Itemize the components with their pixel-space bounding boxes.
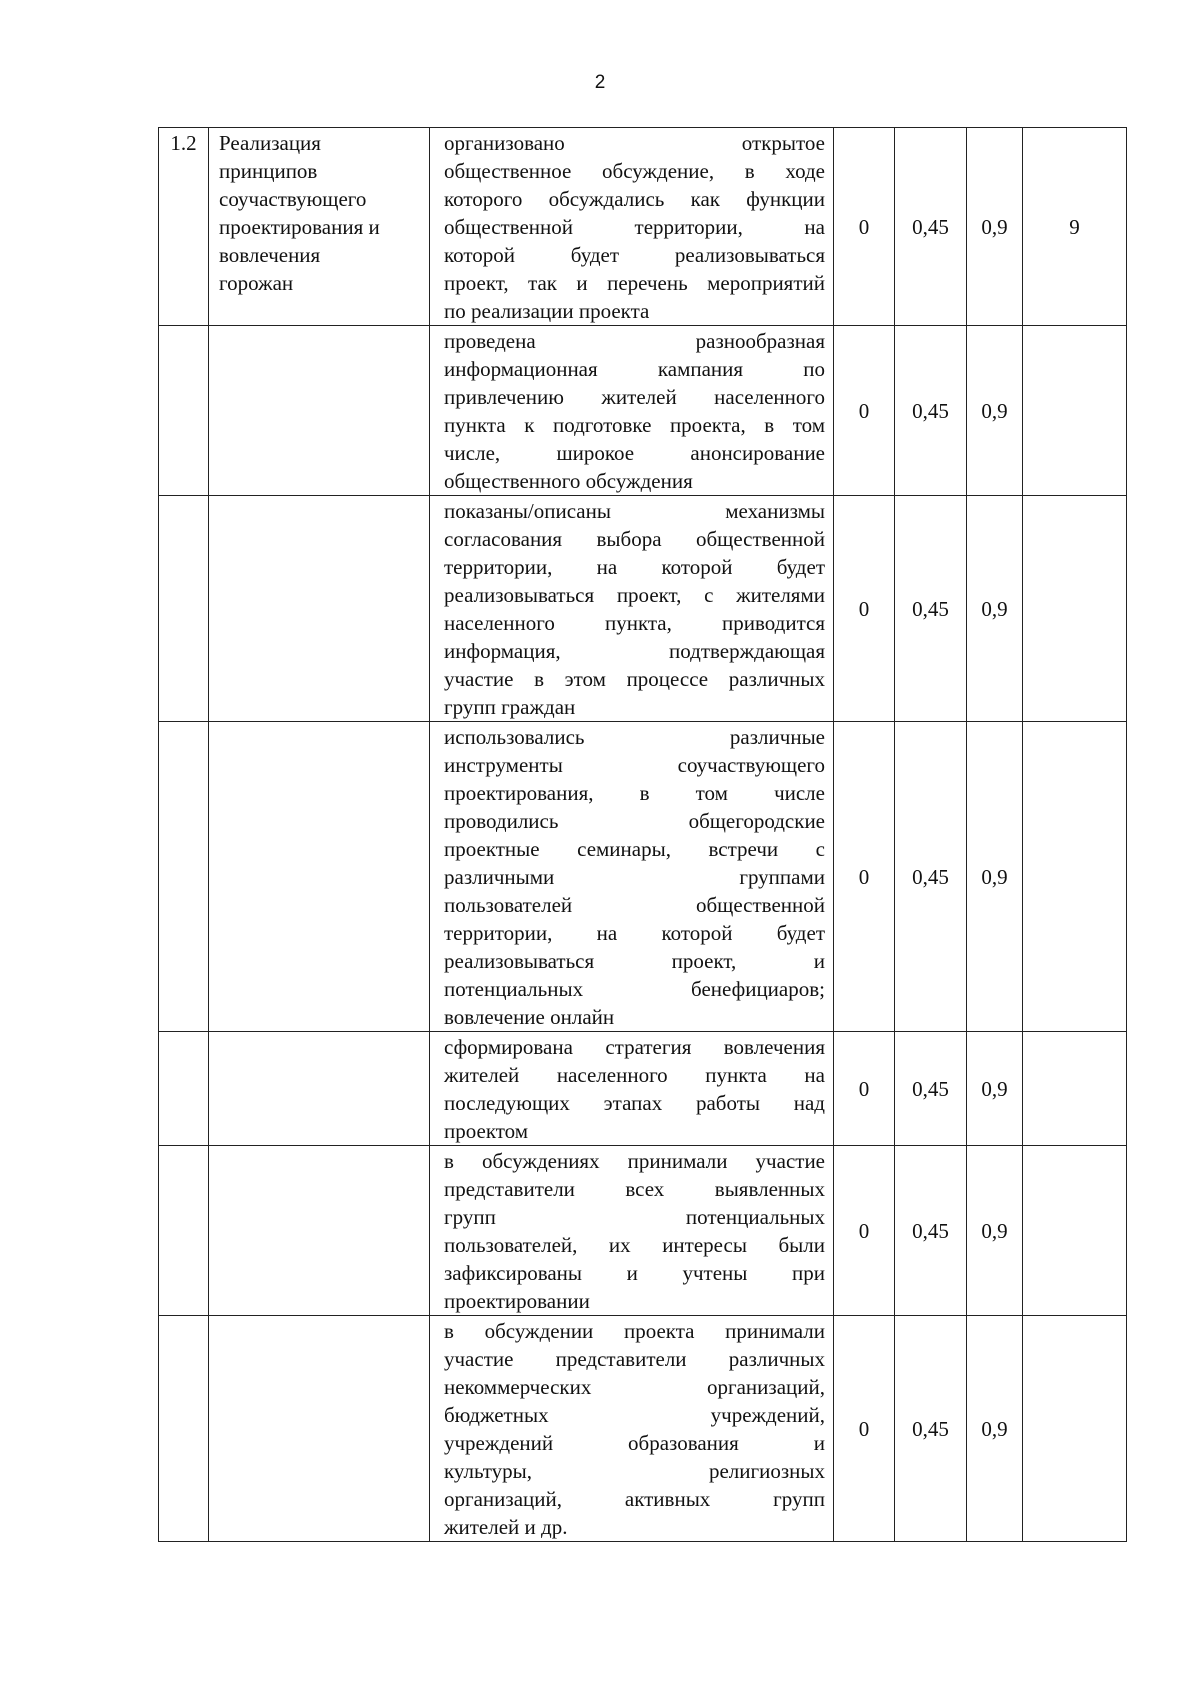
score-option-2: 0,9 [967,326,1023,496]
indicator-line-last: проектировании [444,1289,590,1313]
indicator-line: организаций, активных групп [444,1487,825,1511]
criterion-name-line: принципов [219,159,318,183]
score-option-0: 0 [834,1146,895,1316]
score-option-1: 0,45 [895,722,967,1032]
indicator-line-last: вовлечение онлайн [444,1005,615,1029]
score-option-0: 0 [834,128,895,326]
indicator-description [430,1032,834,1146]
criteria-table [158,127,1127,1542]
score-option-2: 0,9 [967,128,1023,326]
indicator-line: населенного пункта, приводится [444,611,825,635]
indicator-line: сформирована стратегия вовлечения [444,1035,825,1059]
criterion-name-cell [209,722,430,1032]
score-option-1: 0,45 [895,326,967,496]
indicator-description [430,1316,834,1542]
indicator-line: числе, широкое анонсирование [444,441,825,465]
criterion-name-cell [209,326,430,496]
indicator-line: реализовываться проект, с жителями [444,583,825,607]
score-option-2: 0,9 [967,722,1023,1032]
indicator-line-last: по реализации проекта [444,299,650,323]
indicator-line: проектирования, в том числе [444,781,825,805]
criterion-name-line: Реализация [219,131,321,155]
indicator-line: реализовываться проект, и [444,949,825,973]
indicator-line-last: общественного обсуждения [444,469,693,493]
criterion-name-line: вовлечения [219,243,321,267]
criterion-number-cell [159,1032,209,1146]
criterion-name-line: соучаствующего [219,187,367,211]
indicator-line: проведена разнообразная [444,329,825,353]
indicator-line: зафиксированы и учтены при [444,1261,825,1285]
page-number: 2 [594,72,606,93]
criterion-name-line: горожан [219,271,294,295]
max-score-cell [1023,496,1127,722]
score-option-0: 0 [834,326,895,496]
table-row [159,722,1127,1032]
criterion-name-line: проектирования и [219,215,380,239]
criterion-name-cell [209,496,430,722]
max-score-cell [1023,1032,1127,1146]
table-row [159,1032,1127,1146]
indicator-line: жителей населенного пункта на [444,1063,825,1087]
indicator-description [430,722,834,1032]
table-row [159,1146,1127,1316]
indicator-line: групп потенциальных [444,1205,825,1229]
indicator-line: участие представители различных [444,1347,825,1371]
indicator-line: бюджетных учреждений, [444,1403,825,1427]
max-score-cell [1023,326,1127,496]
score-option-1: 0,45 [895,496,967,722]
score-option-2: 0,9 [967,1316,1023,1542]
indicator-description [430,326,834,496]
indicator-line: показаны/описаны механизмы [444,499,825,523]
indicator-line: информация, подтверждающая [444,639,825,663]
table-row [159,326,1127,496]
indicator-description [430,496,834,722]
criterion-name-cell [209,1146,430,1316]
criterion-name-cell [209,128,430,326]
indicator-line: проводились общегородские [444,809,825,833]
indicator-line: территории, на которой будет [444,555,825,579]
table-row [159,1316,1127,1542]
indicator-line: различными группами [444,865,825,889]
indicator-line: пункта к подготовке проекта, в том [444,413,825,437]
indicator-line: в обсуждениях принимали участие [444,1149,825,1173]
score-option-1: 0,45 [895,128,967,326]
indicator-line: проектные семинары, встречи с [444,837,825,861]
indicator-line: культуры, религиозных [444,1459,825,1483]
table-row [159,128,1127,326]
score-option-0: 0 [834,1032,895,1146]
indicator-line: привлечению жителей населенного [444,385,825,409]
indicator-description [430,128,834,326]
score-option-1: 0,45 [895,1032,967,1146]
indicator-line: пользователей общественной [444,893,825,917]
score-option-2: 0,9 [967,1032,1023,1146]
table-row [159,496,1127,722]
criterion-number-cell [159,496,209,722]
indicator-line: согласования выбора общественной [444,527,825,551]
indicator-line: которого обсуждались как функции [444,187,825,211]
criterion-number-cell: 1.2 [159,128,209,326]
score-option-0: 0 [834,722,895,1032]
criterion-number-cell [159,1146,209,1316]
max-score-cell: 9 [1023,128,1127,326]
score-option-0: 0 [834,496,895,722]
max-score-cell [1023,722,1127,1032]
indicator-line: информационная кампания по [444,357,825,381]
indicator-line-last: проектом [444,1119,529,1143]
indicator-line-last: групп граждан [444,695,576,719]
max-score-cell [1023,1316,1127,1542]
indicator-line: общественной территории, на [444,215,825,239]
indicator-line: учреждений образования и [444,1431,825,1455]
indicator-line: последующих этапах работы над [444,1091,825,1115]
indicator-line-last: жителей и др. [444,1515,568,1539]
indicator-line: некоммерческих организаций, [444,1375,825,1399]
criterion-number-cell [159,722,209,1032]
indicator-line: территории, на которой будет [444,921,825,945]
max-score-cell [1023,1146,1127,1316]
indicator-line: представители всех выявленных [444,1177,825,1201]
indicator-line: проект, так и перечень мероприятий [444,271,825,295]
indicator-line: использовались различные [444,725,825,749]
score-option-0: 0 [834,1316,895,1542]
indicator-line: потенциальных бенефициаров; [444,977,825,1001]
indicator-line: в обсуждении проекта принимали [444,1319,825,1343]
indicator-line: организовано открытое [444,131,825,155]
score-option-1: 0,45 [895,1146,967,1316]
indicator-line: общественное обсуждение, в ходе [444,159,825,183]
criterion-name-cell [209,1316,430,1542]
indicator-description [430,1146,834,1316]
score-option-2: 0,9 [967,1146,1023,1316]
score-option-1: 0,45 [895,1316,967,1542]
indicator-line: пользователей, их интересы были [444,1233,825,1257]
criterion-number-cell [159,1316,209,1542]
criterion-name-cell [209,1032,430,1146]
indicator-line: которой будет реализовываться [444,243,825,267]
score-option-2: 0,9 [967,496,1023,722]
criterion-number-cell [159,326,209,496]
indicator-line: участие в этом процессе различных [444,667,825,691]
indicator-line: инструменты соучаствующего [444,753,825,777]
